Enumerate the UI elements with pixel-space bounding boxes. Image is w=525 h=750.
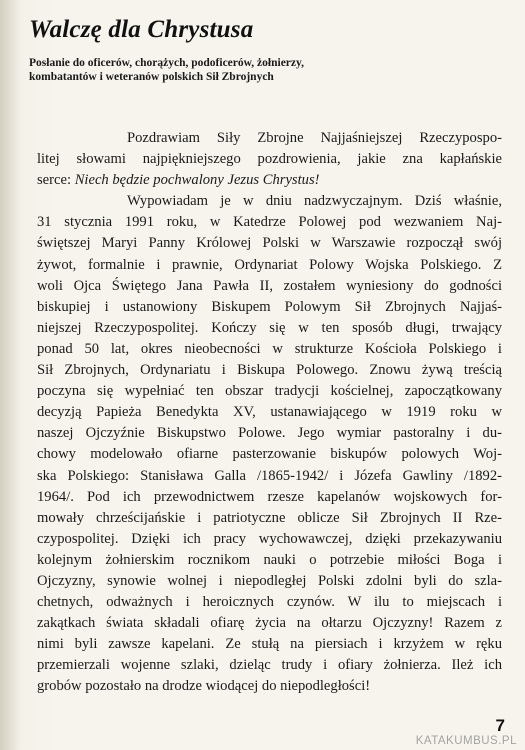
body-text <box>37 128 502 698</box>
watermark: KATAKUMBUS.PL <box>415 735 517 747</box>
body-line: biskupiej i ustanowiony Biskupem Polowym Sił Zbrojnych Najjaś- <box>37 298 502 315</box>
body-line: nimi byli zawsze kapelani. Ze stułą na piersiach i krzyżem w ręku <box>37 636 502 653</box>
body-line: mowały chrześcijańskie i patriotyczne oblicze Sił Zbrojnych II Rze- <box>37 509 502 526</box>
body-line: 31 stycznia 1991 roku, w Katedrze Polowej pod wezwaniem Naj- <box>37 214 502 231</box>
page-number: 7 <box>495 716 505 735</box>
page-subtitle <box>29 56 389 84</box>
greeting-italic: Niech będzie pochwalony Jezus Chrystus! <box>74 172 320 189</box>
body-line: chetnych, odważnych i heroicznych czynów. W ilu to miejscach i <box>37 594 502 611</box>
body-line: żywot, formalnie i prawnie, Ordynariat Polowy Wojska Polskiego. Z <box>37 256 502 273</box>
body-line: naszej Ojczyźnie Biskupstwo Polowe. Jego wymiar pastoralny i du- <box>37 425 502 442</box>
body-line: niejszej Rzeczypospolitej. Kończy się w ten sposób długi, trwający <box>37 319 502 336</box>
body-line: chowy modelowało ofiarne pasterzowanie biskupów polowych Woj- <box>37 446 502 463</box>
body-line: Wypowiadam je w dniu nadzwyczajnym. Dziś właśnie, <box>127 193 502 210</box>
body-line: 1964/. Pod ich przewodnictwem rzesze kapelanów wojskowych for- <box>37 488 502 505</box>
body-line: ponad 50 lat, okres nieobecności w strukturze Kościoła Polskiego i <box>37 340 502 357</box>
body-line: Ojczyzny, synowie wolnej i niepodległej Polski zdolni byli do szla- <box>37 572 502 589</box>
body-line: poczyna się wypełniać ten obszar tradycji kościelnej, zapoczątkowany <box>37 383 502 400</box>
body-line: Sił Zbrojnych, Ordynariatu i Biskupa Polowego. Znowu żywą treścią <box>37 362 502 379</box>
body-line: litej słowami najpiękniejszego pozdrowienia, jakie zna kapłańskie <box>37 151 502 168</box>
body-line: Pozdrawiam Siły Zbrojne Najjaśniejszej Rzeczypospo- <box>127 130 502 146</box>
subtitle-line: Posłanie do oficerów, chorążych, podoficerów, żołnierzy, <box>29 57 304 69</box>
body-line: świętszej Maryi Panny Królowej Polski w Warszawie rozpoczął swój <box>37 235 502 252</box>
body-line: serce: Niech będzie pochwalony Jezus Chrystus! <box>37 172 320 189</box>
page-gutter-shadow <box>0 0 22 750</box>
subtitle-line: kombatantów i weteranów polskich Sił Zbrojnych <box>29 71 274 83</box>
body-line: kolejnym żołnierskim rocznikom nauki o potrzebie miłości Boga i <box>37 551 502 568</box>
body-line: ska Polskiego: Stanisława Galla /1865-1942/ i Józefa Gawliny /1892- <box>37 467 502 484</box>
body-line: zakątkach świata składali ofiarę życia na ołtarzu Ojczyzny! Razem z <box>37 615 502 632</box>
body-line: grobów pozostało na drodze wiodącej do niepodległości! <box>37 678 371 695</box>
body-line: czypospolitej. Dzięki ich pracy wychowawczej, dzięki przekazywaniu <box>37 530 502 547</box>
page-title: Walczę dla Chrystusa <box>29 16 254 43</box>
body-line: przemierzali wojenne szlaki, dzieląc trudy i ofiary żołnierza. Ileż ich <box>37 657 502 674</box>
body-line: woli Ojca Świętego Jana Pawła II, zostałem wyniesiony do godności <box>37 277 502 294</box>
body-line: decyzją Papieża Benedykta XV, ustanawiającego w 1919 roku w <box>37 404 502 421</box>
